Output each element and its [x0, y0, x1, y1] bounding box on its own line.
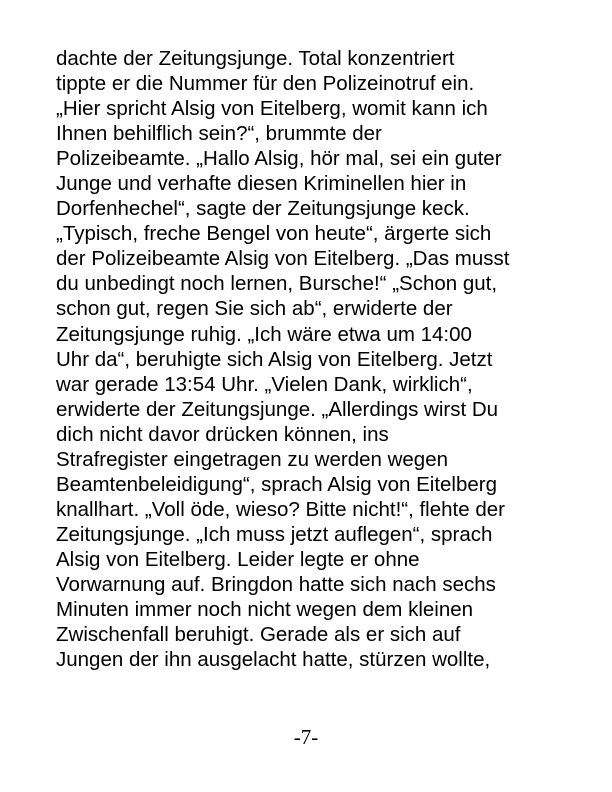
text-line: Zeitungsjunge ruhig. „Ich wäre etwa um 14:00 [56, 322, 472, 346]
text-line: knallhart. „Voll öde, wieso? Bitte nicht!“, flehte der [56, 497, 505, 521]
text-line: du unbedingt noch lernen, Bursche!“ „Schon gut, [56, 272, 498, 296]
text-line: Uhr da“, beruhigte sich Alsig von Eitelberg. Jetzt [56, 347, 493, 371]
text-line: schon gut, regen Sie sich ab“, erwiderte der [56, 297, 453, 321]
text-line: Junge und verhafte diesen Kriminellen hier in [56, 172, 467, 196]
text-line: war gerade 13:54 Uhr. „Vielen Dank, wirklich“, [56, 372, 473, 396]
body-text [56, 46, 576, 672]
text-line: Dorfenhechel“, sagte der Zeitungsjunge keck. [56, 197, 470, 221]
text-line: Beamtenbeleidigung“, sprach Alsig von Eitelberg [56, 472, 498, 496]
text-line: Alsig von Eitelberg. Leider legte er ohne [56, 547, 420, 571]
text-line: erwiderte der Zeitungsjunge. „Allerdings wirst Du [56, 397, 499, 421]
text-line: Vorwarnung auf. Bringdon hatte sich nach sechs [56, 572, 496, 596]
text-line: Zeitungsjunge. „Ich muss jetzt auflegen“, sprach [56, 522, 493, 546]
text-line: „Typisch, freche Bengel von heute“, ärgerte sich [56, 222, 492, 246]
text-line: Zwischenfall beruhigt. Gerade als er sich auf [56, 623, 461, 647]
text-line: tippte er die Nummer für den Polizeinotruf ein. [56, 72, 475, 96]
text-line: Ihnen behilflich sein?“, brummte der [56, 122, 382, 146]
page-number: -7- [293, 725, 319, 749]
text-line: Polizeibeamte. „Hallo Alsig, hör mal, sei ein guter [56, 147, 502, 171]
text-line: Strafregister eingetragen zu werden wegen [56, 447, 449, 471]
text-line: „Hier spricht Alsig von Eitelberg, womit kann ich [56, 97, 488, 121]
text-line: der Polizeibeamte Alsig von Eitelberg. „Das musst [56, 247, 510, 271]
text-line: dich nicht davor drücken können, ins [56, 422, 389, 446]
text-line: dachte der Zeitungsjunge. Total konzentriert [56, 47, 455, 70]
text-line: Jungen der ihn ausgelacht hatte, stürzen wollte, [56, 648, 491, 672]
text-line: Minuten immer noch nicht wegen dem kleinen [56, 598, 474, 622]
